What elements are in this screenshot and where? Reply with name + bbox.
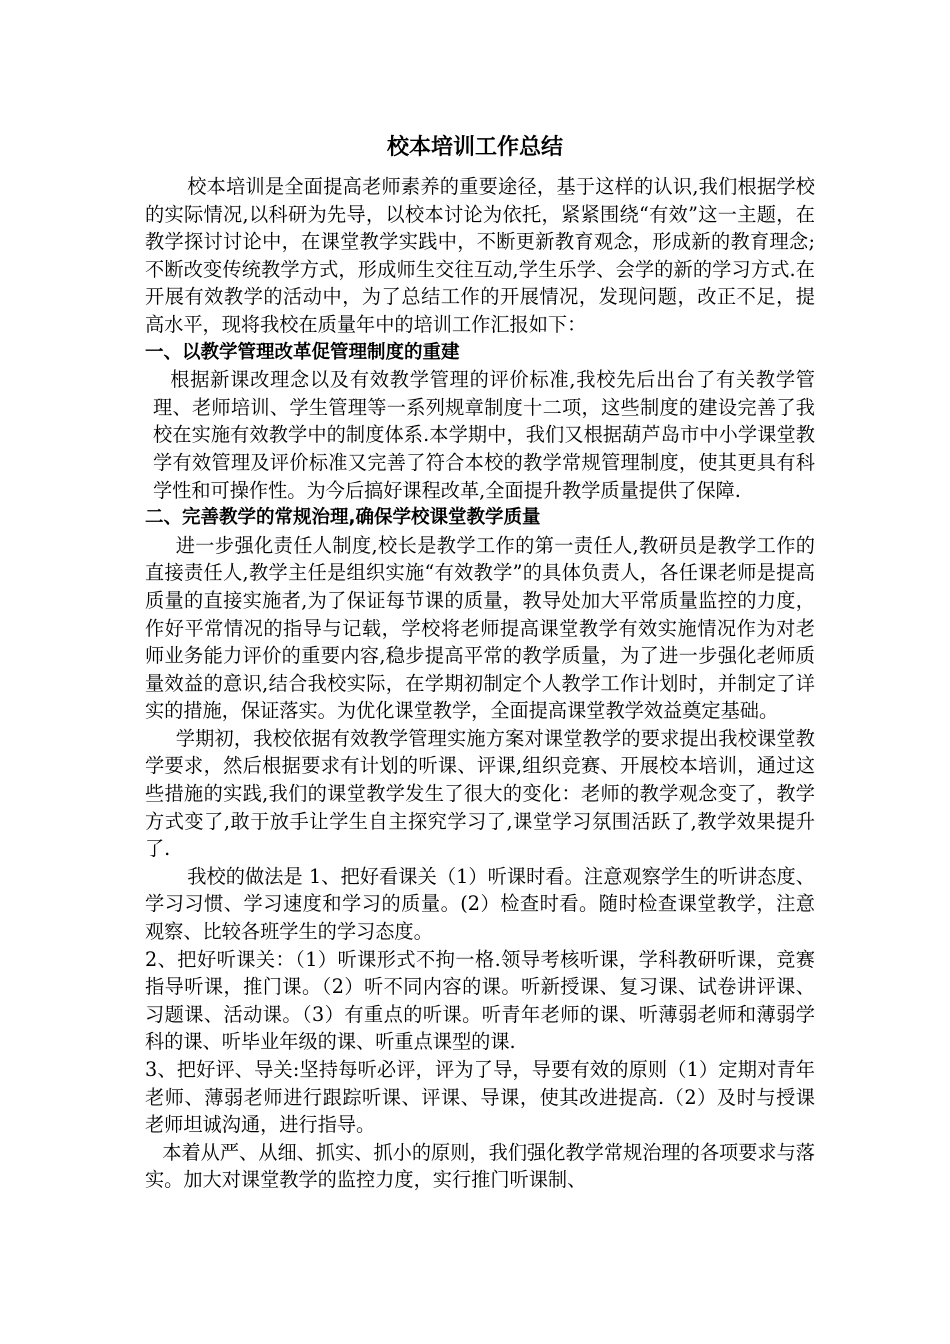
section-2-paragraph-3: 我校的做法是 1、把好看课关（1）听课时看。注意观察学生的听讲态度、学习习惯、学习速度和学习的质量。(2）检查时看。随时检查课堂教学，注意观察、比较各班学生的学习态度。 xyxy=(145,864,815,944)
section-heading-2: 二、完善教学的常规治理,确保学校课堂教学质量 xyxy=(145,507,541,529)
section-2-paragraph-1: 进一步强化责任人制度,校长是教学工作的第一责任人,教研员是教学工作的直接责任人,教学主任是组织实施“有效教学”的具体负责人，各任课老师是提高质量的直接实施者,为了保证每节课的质量，教导处加大平常质量监控的力度，作好平常情况的指导与记载，学校将老师提高课堂教学有效实施情况作为对老师业务能力评价的重要内容,稳步提高平常的教学质量，为了进一步强化老师质量效益的意识,结合我校实际，在学期初制定个人教学工作计划时，并制定了详实的措施，保证落实。为优化课堂教学，全面提高课堂教学效益奠定基础。 xyxy=(145,533,815,723)
section-2-item-2: 2、把好听课关：（1）听课形式不拘一格.领导考核听课，学科教研听课，竞赛指导听课，推门课。（2）听不同内容的课。听新授课、复习课、试卷讲评课、习题课、活动课。（3）有重点的听课。听青年老师的课、听薄弱老师和薄弱学科的课、听毕业年级的课、听重点课型的课. xyxy=(145,947,815,1054)
section-1-paragraph: 根据新课改理念以及有效教学管理的评价标准,我校先后出台了有关教学管理、老师培训、学生管理等一系列规章制度十二项，这些制度的建设完善了我校在实施有效教学中的制度体系.本学期中，我们又根据葫芦岛市中小学课堂教学有效管理及评价标准又完善了符合本校的教学常规管理制度，使其更具有科学性和可操作性。为今后搞好课程改革,全面提升教学质量提供了保障. xyxy=(153,368,815,502)
document-title: 校本培训工作总结 xyxy=(386,135,563,160)
document-body xyxy=(145,173,815,1194)
section-heading-1: 一、以教学管理改革促管理制度的重建 xyxy=(145,341,460,363)
intro-paragraph: 校本培训是全面提高老师素养的重要途径，基于这样的认识,我们根据学校的实际情况,以科研为先导，以校本讨论为依托，紧紧围绕“有效”这一主题，在教学探讨讨论中，在课堂教学实践中，不断更新教育观念，形成新的教育理念;不断改变传统教学方式，形成师生交往互动,学生乐学、会学的新的学习方式.在开展有效教学的活动中，为了总结工作的开展情况，发现问题，改正不足，提高水平，现将我校在质量年中的培训工作汇报如下： xyxy=(145,175,815,336)
section-2-paragraph-4: 本着从严、从细、抓实、抓小的原则，我们强化教学常规治理的各项要求与落实。加大对课堂教学的监控力度，实行推门听课制、 xyxy=(145,1140,815,1192)
section-2-item-3: 3、把好评、导关:坚持每听必评，评为了导，导要有效的原则（1）定期对青年老师、薄弱老师进行跟踪听课、评课、导课，使其改进提高.（2）及时与授课老师坦诚沟通，进行指导。 xyxy=(145,1058,815,1137)
section-2-paragraph-2: 学期初，我校依据有效教学管理实施方案对课堂教学的要求提出我校课堂教学要求，然后根据要求有计划的听课、评课,组织竞赛、开展校本培训，通过这些措施的实践,我们的课堂教学发生了很大的变化：老师的教学观念变了，教学方式变了,敢于放手让学生自主探究学习了,课堂学习氛围活跃了,教学效果提升了. xyxy=(145,726,815,861)
